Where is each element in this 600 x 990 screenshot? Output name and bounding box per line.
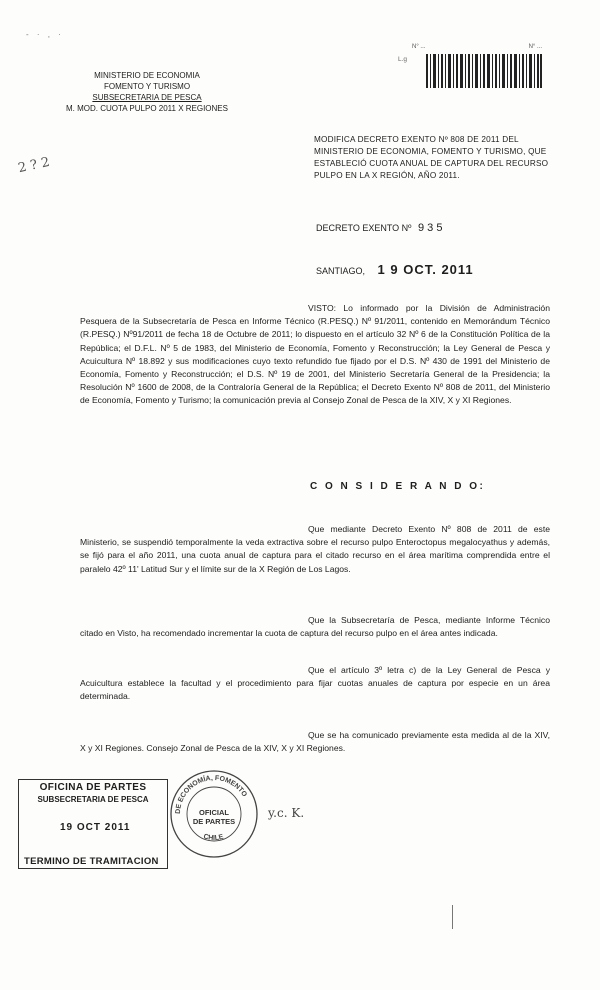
barcode-caption-left: N° ... bbox=[412, 44, 426, 50]
header-ministry-sub: FOMENTO Y TURISMO bbox=[103, 82, 191, 91]
considerando-paragraph-1 bbox=[80, 523, 550, 576]
header-ministry: MINISTERIO DE ECONOMIA bbox=[94, 71, 200, 80]
signature-initials: y.c. K. bbox=[268, 806, 305, 820]
stamp-termino: TERMINO DE TRAMITACION bbox=[24, 856, 159, 867]
barcode-caption-right: N° ... bbox=[528, 44, 542, 50]
seal-center-line1: OFICIAL bbox=[199, 808, 229, 817]
visto-paragraph bbox=[80, 302, 550, 408]
place-date-line bbox=[316, 262, 474, 277]
seal-arc-bottom: CHILE bbox=[202, 833, 225, 843]
margin-mark bbox=[452, 905, 453, 929]
decree-date: 1 9 OCT. 2011 bbox=[377, 262, 474, 277]
stamp-date: 19 OCT 2011 bbox=[60, 822, 131, 833]
considerando-text-3: Que el artículo 3º letra c) de la Ley General de Pesca y Acuicultura establece la facultad y el procedimiento para fijar cuotas anuales de captura por especie en un área determinada. bbox=[80, 665, 550, 702]
ministry-header bbox=[62, 70, 232, 114]
barcode-caption bbox=[412, 44, 542, 50]
seal-arc-top: DE ECONOMÍA, FOMENTO bbox=[174, 774, 248, 815]
considerando-paragraph-3 bbox=[80, 664, 550, 704]
stamp-office: OFICINA DE PARTES bbox=[39, 782, 147, 793]
decree-title: MODIFICA DECRETO EXENTO Nº 808 DE 2011 DEL MINISTERIO DE ECONOMIA, FOMENTO Y TURISMO, QUE ESTABLECIÓ CUOTA ANUAL DE CAPTURA DEL RECURSO PULPO EN LA X REGIÓN, AÑO 2011. bbox=[314, 135, 549, 180]
considerando-text-1: Que mediante Decreto Exento Nº 808 de 2011 de este Ministerio, se suspendió temporalmente la veda extractiva sobre el recurso pulpo Enteroctopus megalocyathus y además, se fijó para el año 2011, una cuota anual de captura para el citado recurso en el área marítima comprendida entre el paralelo 42º 11' Latitud Sur y el límite sur de la X Región de Los Lagos. bbox=[80, 524, 550, 574]
considerando-text-2: Que la Subsecretaría de Pesca, mediante Informe Técnico citado en Visto, ha recomendado incrementar la cuota de captura del recurso pulpo en el área antes indicada. bbox=[80, 615, 550, 639]
seal-center bbox=[186, 808, 242, 826]
header-subsecretaria: SUBSECRETARIA DE PESCA bbox=[92, 93, 202, 102]
visto-text: VISTO: Lo informado por la División de Administración Pesquera de la Subsecretaría de Pesca en Informe Técnico (R.PESQ.) Nº 91/2011, contenido en Memorándum Técnico (R.PESQ.) Nº91/2011 de fecha 18 de Octubre de 2011; lo dispuesto en el artículo 32 Nº 6 de la Constitución Política de la República; el D.F.L. Nº 5 de 1983, del Ministerio de Economía, Fomento y Reconstrucción; la Ley General de Pesca y Acuicultura Nº 18.892 y sus modificaciones cuyo texto refundido fue fijado por el D.S. Nº 430 de 1991 del Ministerio de Economía, Fomento y Reconstrucción; el D.S. Nº 19 de 2001, del Ministerio Secretaría General de la Presidencia; la Resolución Nº 1600 de 2008, de la Contraloría General de la República; el Decreto Exento Nº 808 de 2011, del Ministerio de Economía, Fomento y Turismo; la comunicación previa al Consejo Zonal de Pesca de la XIV, X y XI Regiones. bbox=[80, 303, 550, 406]
handwritten-mark: 2 ? 2 bbox=[16, 154, 51, 177]
considerando-heading: C O N S I D E R A N D O: bbox=[310, 481, 486, 492]
header-reference: M. MOD. CUOTA PULPO 2011 X REGIONES bbox=[66, 104, 228, 113]
considerando-paragraph-4 bbox=[80, 729, 550, 755]
stamp-subsecretaria: SUBSECRETARIA DE PESCA bbox=[37, 795, 149, 804]
svg-text:CHILE bbox=[203, 833, 225, 842]
decree-number: 9 3 5 bbox=[418, 222, 443, 234]
decree-label: DECRETO EXENTO Nº bbox=[316, 223, 412, 233]
place: SANTIAGO, bbox=[316, 266, 366, 276]
decree-number-line bbox=[316, 222, 442, 234]
seal-center-line2: DE PARTES bbox=[192, 817, 236, 826]
corner-marks: - · , · bbox=[26, 30, 64, 39]
considerando-text-4: Que se ha comunicado previamente esta medida al de la XIV, X y XI Regiones. Consejo Zonal de Pesca de la XIV, X y XI Regiones. bbox=[80, 730, 550, 754]
considerando-paragraph-2 bbox=[80, 614, 550, 640]
barcode-icon bbox=[426, 54, 542, 88]
barcode-seal: L.g bbox=[398, 56, 408, 63]
